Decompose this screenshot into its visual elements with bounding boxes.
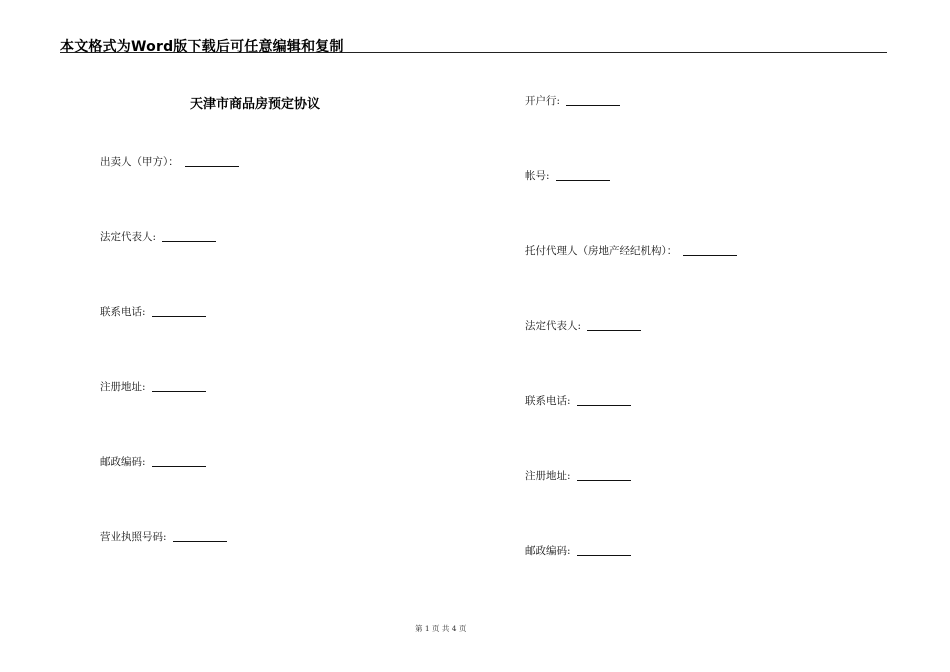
fill-in-blank[interactable] [577,405,631,406]
field-legal-representative [100,229,216,244]
header-divider [60,52,887,53]
field-label: 帐号: [525,170,550,182]
fill-in-blank[interactable] [577,480,631,481]
field-label: 联系电话: [525,395,571,407]
field-agent-postal-code [525,543,631,558]
field-label: 法定代表人: [525,320,582,332]
field-bank [525,93,620,108]
field-label: 注册地址: [100,381,146,393]
field-label: 营业执照号码: [100,531,167,543]
field-agent [525,243,737,258]
field-business-license [100,529,227,544]
field-agent-registered-address [525,468,631,483]
field-label: 开户行: [525,95,561,107]
fill-in-blank[interactable] [587,330,641,331]
fill-in-blank[interactable] [683,255,737,256]
document-title: 天津市商品房预定协议 [190,97,321,112]
field-label: 托付代理人（房地产经纪机构）： [525,245,678,257]
field-label: 联系电话: [100,306,146,318]
fill-in-blank[interactable] [152,316,206,317]
field-agent-legal-representative [525,318,641,333]
page-header: 本文格式为Word版下载后可任意编辑和复制 [60,39,344,55]
field-agent-contact-phone [525,393,631,408]
field-contact-phone [100,304,206,319]
field-label: 出卖人（甲方）： [100,156,179,168]
page-number: 第 1 页 共 4 页 [415,624,467,633]
fill-in-blank[interactable] [185,166,239,167]
field-registered-address [100,379,206,394]
field-postal-code [100,454,206,469]
field-label: 注册地址: [525,470,571,482]
field-account-number [525,168,610,183]
fill-in-blank[interactable] [577,555,631,556]
fill-in-blank[interactable] [173,541,227,542]
fill-in-blank[interactable] [556,180,610,181]
fill-in-blank[interactable] [566,105,620,106]
field-seller [100,154,239,169]
fill-in-blank[interactable] [152,466,206,467]
field-label: 法定代表人: [100,231,157,243]
fill-in-blank[interactable] [162,241,216,242]
field-label: 邮政编码: [100,456,146,468]
field-label: 邮政编码: [525,545,571,557]
fill-in-blank[interactable] [152,391,206,392]
